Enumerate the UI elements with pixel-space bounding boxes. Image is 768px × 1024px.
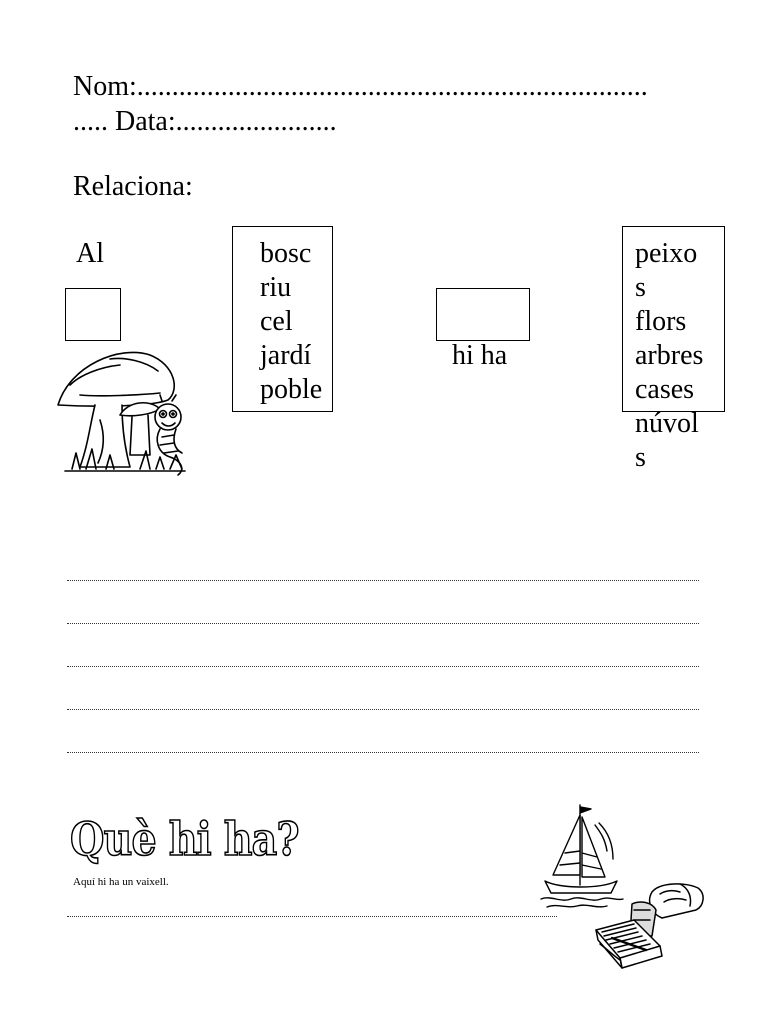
place-word: bosc [260,238,312,269]
place-word: poble [260,374,323,405]
places-list [260,237,322,407]
thing-word: arbres [635,340,704,371]
place-word: cel [260,306,293,337]
thing-word: peixo [635,238,698,269]
writing-line-2[interactable] [67,623,699,624]
answer-box-2[interactable] [436,288,530,341]
verb-phrase: hi ha [452,340,508,371]
example-answer-line[interactable] [67,916,557,917]
book-icon [590,880,708,970]
date-line[interactable]: ..... Data:....................... [73,106,337,137]
writing-line-4[interactable] [67,709,699,710]
thing-word: s [635,442,646,473]
thing-word: núvol [635,408,699,439]
place-word: jardí [260,340,312,371]
example-sentence: Aquí hi ha un vaixell. [73,876,169,888]
writing-line-3[interactable] [67,666,699,667]
thing-word: flors [635,306,687,337]
thing-word: cases [635,374,695,405]
answer-box-1[interactable] [65,288,121,341]
preposition-word: Al [76,238,104,269]
place-word: riu [260,272,292,303]
instruction [73,171,193,203]
mushroom-icon [50,345,190,485]
writing-line-1[interactable] [67,580,699,581]
name-line[interactable]: Nom:......................................................................... [73,71,648,102]
section-title: Què hi ha? [70,812,299,866]
writing-line-5[interactable] [67,752,699,753]
things-list [635,237,703,475]
instruction-label: Relaciona: [73,171,193,202]
thing-word: s [635,272,646,303]
